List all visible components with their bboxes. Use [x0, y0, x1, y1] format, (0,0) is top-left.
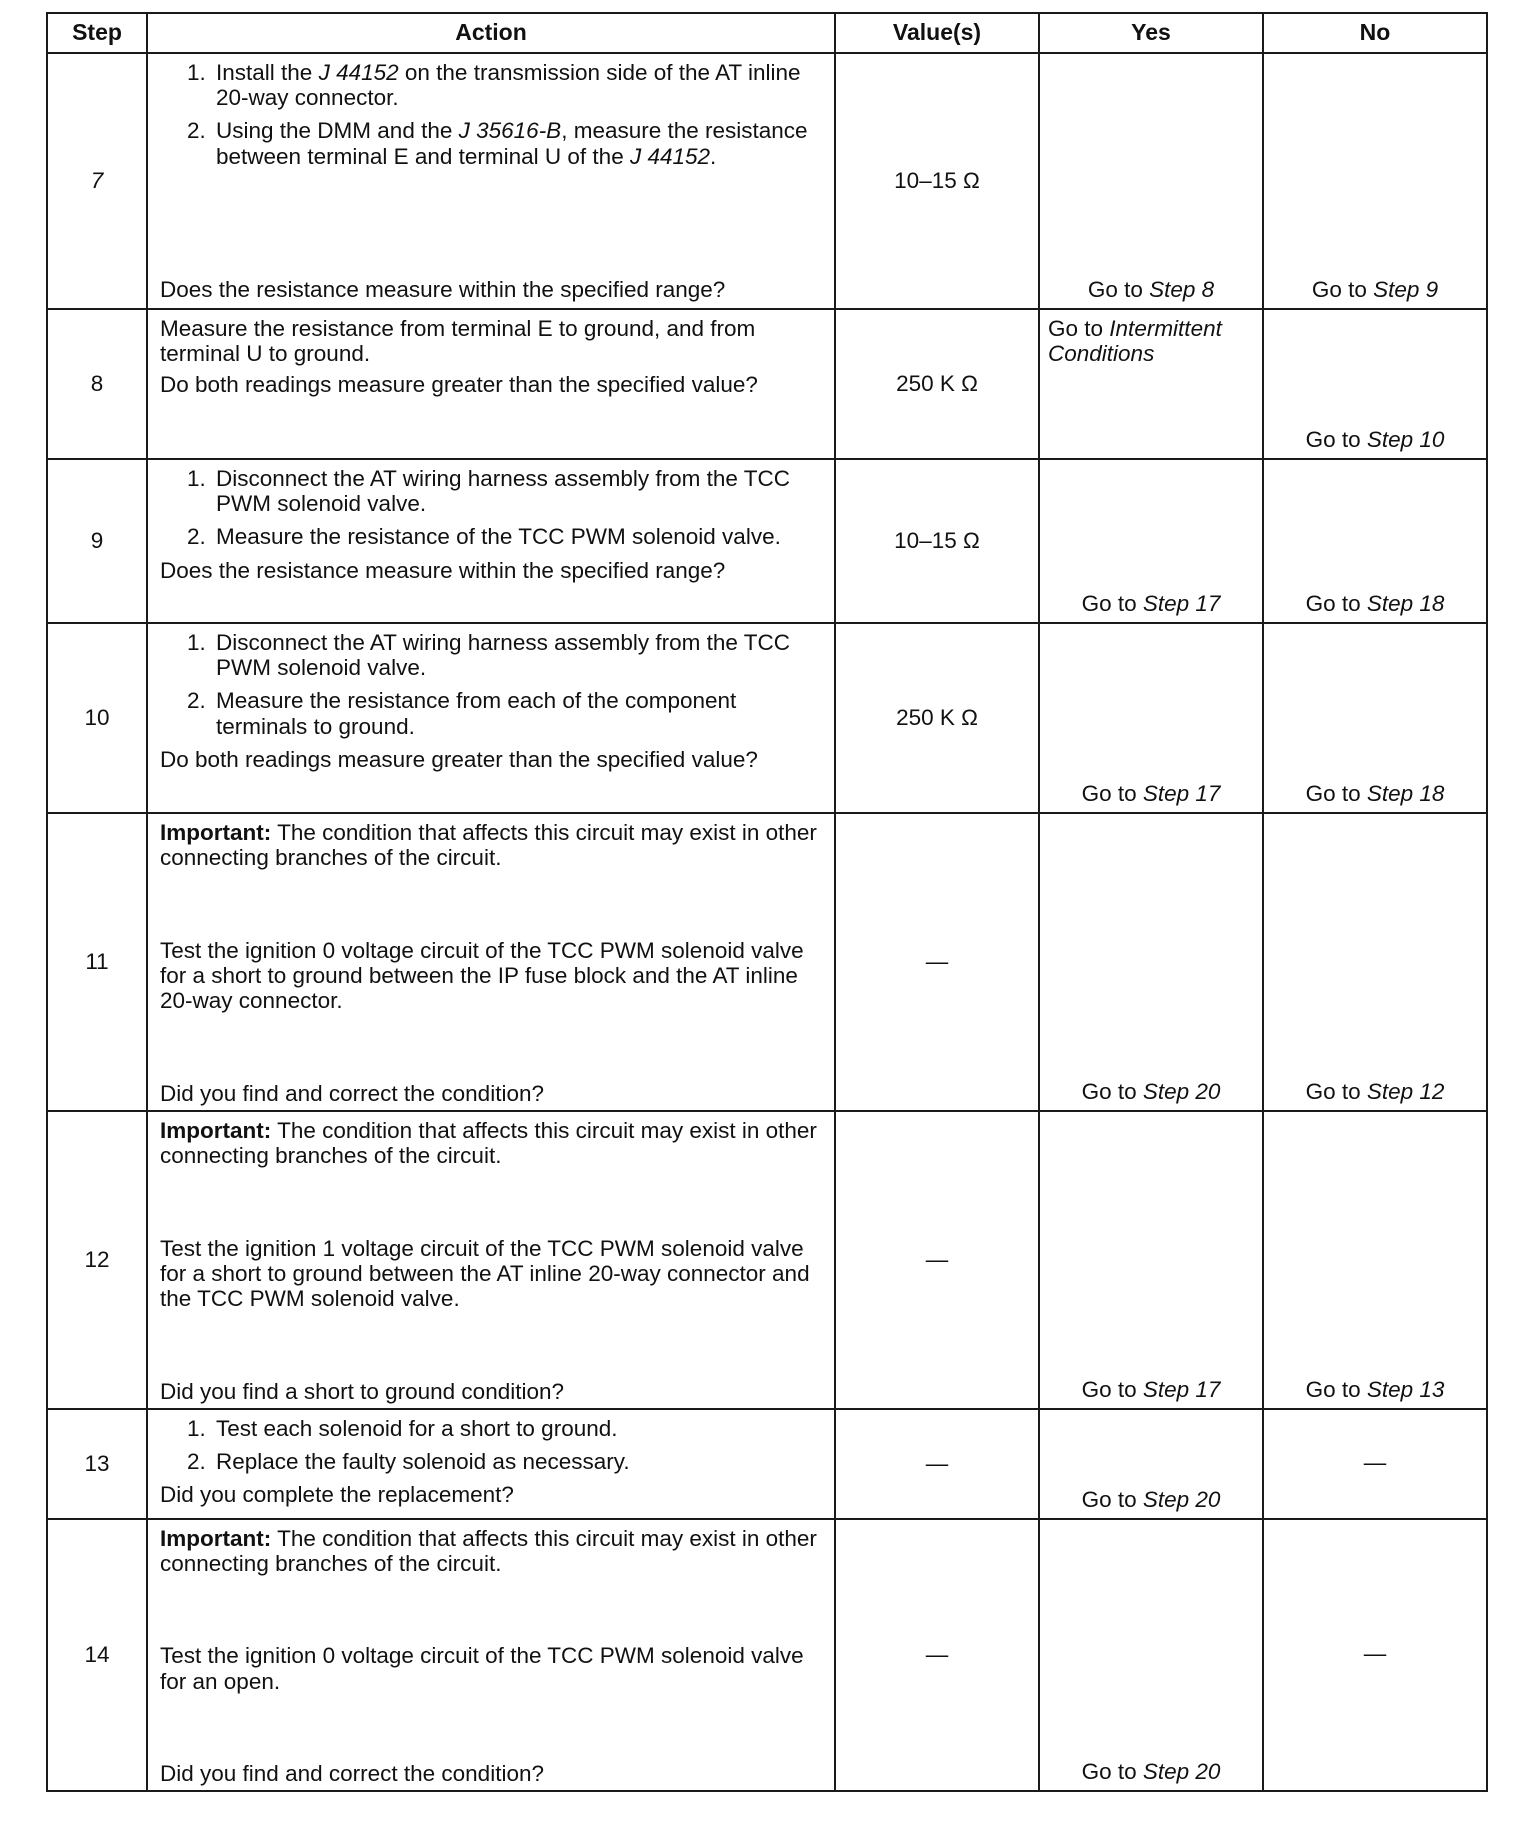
action-cell: [147, 459, 835, 623]
action-list: [160, 1416, 826, 1474]
yes-cell: Go to Step 20: [1039, 1409, 1263, 1519]
header-no: No: [1263, 13, 1487, 53]
step-number: 9: [47, 459, 147, 623]
table-row: [47, 459, 1487, 623]
action-list: [160, 630, 826, 739]
action-cell: [147, 623, 835, 813]
table-row: [47, 309, 1487, 459]
table-row: [47, 1111, 1487, 1409]
table-row: [47, 1519, 1487, 1791]
list-item: 2. Using the DMM and the J 35616-B, measure the resistance between terminal E and terminal U of the J 44152.: [212, 118, 826, 168]
action-text: Test the ignition 0 voltage circuit of the TCC PWM solenoid valve for an open.: [160, 1643, 804, 1694]
action-cell: [147, 53, 835, 309]
step-number: 13: [47, 1409, 147, 1519]
action-text: Test the ignition 0 voltage circuit of the TCC PWM solenoid valve for a short to ground between the IP fuse block and the AT inline 20-way connector.: [160, 937, 804, 1014]
action-cell: [147, 1519, 835, 1791]
yes-cell: Go to Step 17: [1039, 623, 1263, 813]
header-row: [47, 13, 1487, 53]
step-number: 8: [47, 309, 147, 459]
action-cell: [147, 813, 835, 1111]
yes-cell: Go to Step 8: [1039, 53, 1263, 309]
question: Do both readings measure greater than the specified value?: [160, 746, 758, 772]
list-item: 1. Disconnect the AT wiring harness assembly from the TCC PWM solenoid valve.: [212, 630, 826, 680]
question: Does the resistance measure within the specified range?: [160, 557, 726, 583]
header-values: Value(s): [835, 13, 1039, 53]
value-cell: —: [835, 813, 1039, 1111]
value-cell: —: [835, 1409, 1039, 1519]
yes-cell: Go to Step 17: [1039, 459, 1263, 623]
question: Did you complete the replacement?: [160, 1482, 514, 1508]
yes-cell: Go to Step 20: [1039, 813, 1263, 1111]
question: Did you find and correct the condition?: [160, 1760, 544, 1786]
question: Did you find and correct the condition?: [160, 1080, 544, 1106]
question: Do both readings measure greater than the specified value?: [160, 372, 758, 398]
value-cell: —: [835, 1519, 1039, 1791]
no-cell: Go to Step 9: [1263, 53, 1487, 309]
action-list: [160, 60, 826, 177]
no-cell: Go to Step 18: [1263, 459, 1487, 623]
list-item: 2. Replace the faulty solenoid as necessary.: [212, 1449, 826, 1474]
action-cell: [147, 1111, 835, 1409]
table-row: [47, 623, 1487, 813]
step-number: 11: [47, 813, 147, 1111]
action-cell: [147, 1409, 835, 1519]
action-text: Test the ignition 1 voltage circuit of the TCC PWM solenoid valve for a short to ground between the AT inline 20-way connector and the TCC PWM solenoid valve.: [160, 1235, 810, 1312]
value-cell: 250 K Ω: [835, 623, 1039, 813]
no-cell: Go to Step 10: [1263, 309, 1487, 459]
value-cell: 250 K Ω: [835, 309, 1039, 459]
no-cell: Go to Step 18: [1263, 623, 1487, 813]
question: Did you find a short to ground condition?: [160, 1378, 565, 1404]
important-note: Important: The condition that affects this circuit may exist in other connecting branches of the circuit.: [160, 1526, 817, 1577]
value-cell: 10–15 Ω: [835, 459, 1039, 623]
yes-cell: Go to Intermittent Conditions: [1039, 309, 1263, 459]
no-cell: Go to Step 12: [1263, 813, 1487, 1111]
step-number: 14: [47, 1519, 147, 1791]
list-item: 1. Test each solenoid for a short to ground.: [212, 1416, 826, 1441]
diagnostic-table: [46, 12, 1488, 1792]
step-number: 10: [47, 623, 147, 813]
important-note: Important: The condition that affects this circuit may exist in other connecting branches of the circuit.: [160, 820, 817, 871]
no-cell: Go to Step 13: [1263, 1111, 1487, 1409]
no-cell: —: [1263, 1409, 1487, 1519]
value-cell: 10–15 Ω: [835, 53, 1039, 309]
important-note: Important: The condition that affects this circuit may exist in other connecting branches of the circuit.: [160, 1118, 817, 1169]
list-item: 1. Install the J 44152 on the transmission side of the AT inline 20-way connector.: [212, 60, 826, 110]
list-item: 2. Measure the resistance from each of the component terminals to ground.: [212, 688, 826, 738]
header-step: Step: [47, 13, 147, 53]
action-list: [160, 466, 826, 550]
list-item: 1. Disconnect the AT wiring harness assembly from the TCC PWM solenoid valve.: [212, 466, 826, 516]
step-number: 7: [47, 53, 147, 309]
question: Does the resistance measure within the specified range?: [160, 276, 726, 302]
header-action: Action: [147, 13, 835, 53]
action-text: Measure the resistance from terminal E to ground, and from terminal U to ground.: [160, 316, 756, 367]
value-cell: —: [835, 1111, 1039, 1409]
table-row: [47, 53, 1487, 309]
action-cell: [147, 309, 835, 459]
yes-cell: Go to Step 17: [1039, 1111, 1263, 1409]
table-row: [47, 813, 1487, 1111]
list-item: 2. Measure the resistance of the TCC PWM solenoid valve.: [212, 524, 826, 549]
no-cell: —: [1263, 1519, 1487, 1791]
yes-cell: Go to Step 20: [1039, 1519, 1263, 1791]
step-number: 12: [47, 1111, 147, 1409]
header-yes: Yes: [1039, 13, 1263, 53]
table-row: [47, 1409, 1487, 1519]
